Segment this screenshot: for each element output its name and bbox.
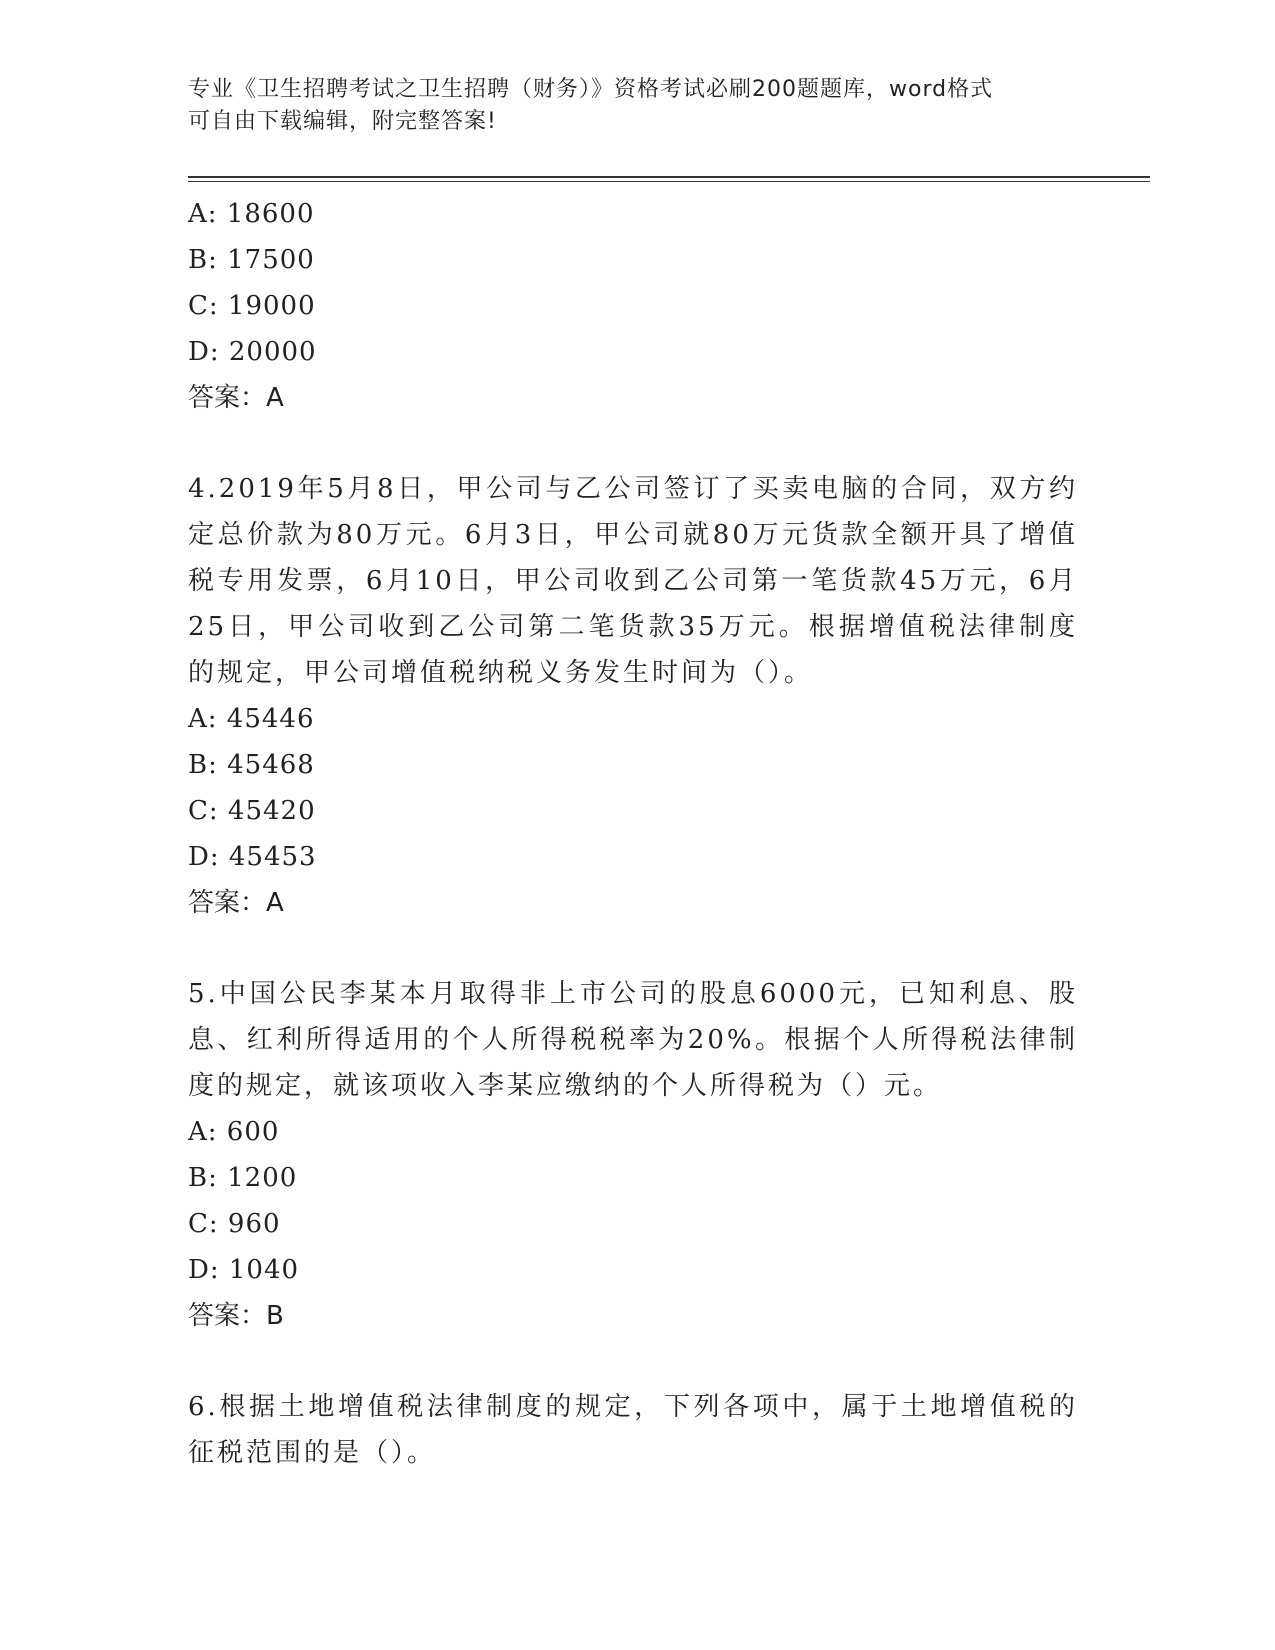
header-divider-thin	[188, 181, 1150, 182]
question-4-block	[188, 466, 1088, 926]
q5-question-text: 5.中国公民李某本月取得非上市公司的股息6000元，已知利息、股息、红利所得适用的个人所得税税率为20%。根据个人所得税法律制度的规定，就该项收入李某应缴纳的个人所得税为（）元。	[188, 979, 1078, 1101]
q3-option-d: D: 20000	[188, 337, 317, 367]
q4-answer: 答案：A	[188, 888, 284, 918]
q4-option-b: B: 45468	[188, 750, 315, 780]
q4-question-text: 4.2019年5月8日，甲公司与乙公司签订了买卖电脑的合同，双方约定总价款为80万元。6月3日，甲公司就80万元货款全额开具了增值税专用发票，6月10日，甲公司收到乙公司第一笔货款45万元，6月25日，甲公司收到乙公司第二笔货款35万元。根据增值税法律制度的规定，甲公司增值税纳税义务发生时间为（）。	[188, 474, 1078, 688]
q4-option-a: A: 45446	[188, 704, 315, 734]
question-5-block	[188, 971, 1088, 1339]
document-header	[188, 74, 1068, 138]
spacer	[188, 926, 1088, 971]
q4-option-c: C: 45420	[188, 796, 316, 826]
header-divider-thick	[188, 176, 1150, 178]
q3-answer: 答案：A	[188, 383, 284, 413]
q5-option-d: D: 1040	[188, 1255, 300, 1285]
q5-option-b: B: 1200	[188, 1163, 298, 1193]
header-line-1: 专业《卫生招聘考试之卫生招聘（财务）》资格考试必刷200题题库，word格式	[188, 77, 994, 102]
q3-option-b: B: 17500	[188, 245, 315, 275]
spacer	[188, 1339, 1088, 1384]
q4-option-d: D: 45453	[188, 842, 317, 872]
header-line-2: 可自由下载编辑，附完整答案!	[188, 109, 497, 134]
q6-question-text: 6.根据土地增值税法律制度的规定，下列各项中，属于土地增值税的征税范围的是（）。	[188, 1392, 1078, 1468]
document-body	[188, 191, 1088, 1476]
question-3-block	[188, 191, 1088, 421]
q3-option-c: C: 19000	[188, 291, 316, 321]
q5-option-c: C: 960	[188, 1209, 281, 1239]
spacer	[188, 421, 1088, 466]
q5-option-a: A: 600	[188, 1117, 280, 1147]
q5-answer: 答案：B	[188, 1301, 284, 1331]
q3-option-a: A: 18600	[188, 199, 315, 229]
question-6-block	[188, 1384, 1088, 1476]
